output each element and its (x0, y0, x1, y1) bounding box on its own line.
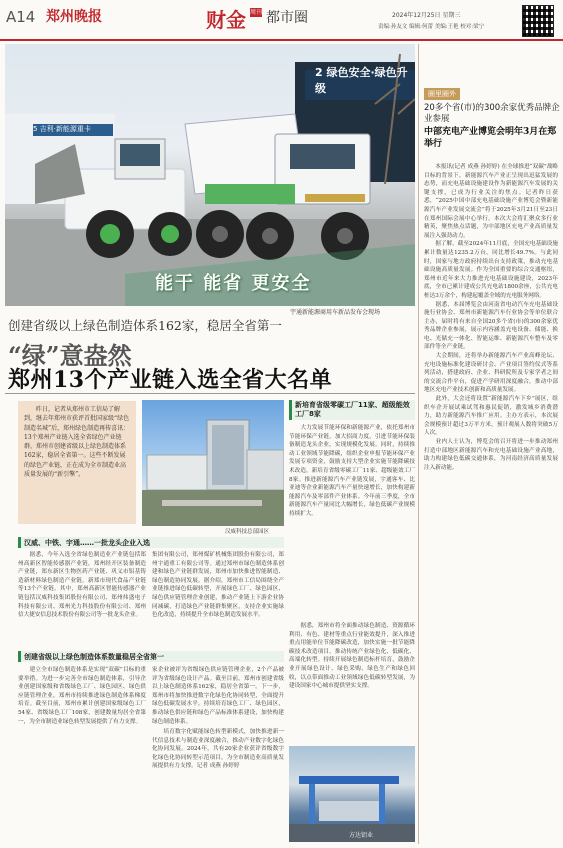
section3-col1: 大力发展节能环保和新能源产业，依托郑州市节能环保产业链，加大招商力度，引进节能环保装备制造龙头企业，实现规模化发展。同时，持续推动工业领域节能降碳，组织企业申报节能环保产业发展专项资金，鼓励支持大型企业实施节能降碳技术改造，新培育省级零碳工厂11家、超级能效工厂8家。推进新能源汽车产业链发展，宇通客车、比亚迪等企业新能源汽车产量快速增长，加快构建新能源汽车及零部件产业体系。今年前三季度，全市新能源汽车产量同比大幅增长，绿色低碳产业规模持续扩大。 (289, 425, 415, 517)
headline-main: 郑州13个产业链入选全省大名单 (8, 367, 333, 393)
sidebar-tag: 圈里圈外 (424, 88, 460, 100)
section1-col2: 集团有限公司，郑州煤矿机械集团股份有限公司，郑州宇通重工有限公司等。通过郑州市绿色制造体系创建和绿色产业链群发展，郑州市加快推进智能制造、绿色制造协同发展。据介绍，郑州市工信局围绕全产业链推进绿色低碳转型，开展绿色工厂、绿色园区、绿色供应链管理企业创建，推动产业链上下游企业协同减碳，打造绿色产业链群集聚区，支持企业实施绿色化改造，持续提升全市绿色制造发展水平。 (152, 552, 284, 619)
section3-col2: 据悉，郑州市将全面推动绿色制造、资源循环利用、有色、建材等重点行业能效提升，深入推进重点用能单位节能降碳改造，加快实施一批节能降碳技术改造项目，推动传统产业绿色化、低碳化、高端化转型。持续开展绿色制造标杆培育，鼓励企业开展绿色设计、绿色采购、绿色生产和绿色回收，以点带面推动工业领域绿色低碳转型发展，为建设国家中心城市提供坚实支撑。 (289, 623, 415, 690)
sidebar-subtitle: 20多个省(市)的300余家优秀品牌企业参展 (424, 103, 560, 124)
header-rule (0, 39, 563, 41)
kicker: 创建省级以上绿色制造体系162家，稳居全省第一 (8, 318, 282, 333)
section-title: 财金 (206, 8, 246, 32)
section2-col3: 培育数字化赋能绿色转型新模式，加快推进新一代信息技术与制造业深度融合，推动产业数字化绿色化协同发展。2024年，共有20家企业获评省级数字化绿色化协同转型示范项目，为全市制造业高质量发展提供有力支撑。记者 成燕 孙婷婷 (152, 729, 284, 770)
photo-caption: 宇通新能源商用车新品发布会现场 (290, 309, 381, 316)
subhead-green-system: 创建省级以上绿色制造体系数量稳居全省第一 (18, 651, 284, 662)
sidebar-divider (418, 44, 419, 844)
photo2-caption: 汉威科技总部园区 (225, 529, 270, 535)
slogan-text: 能干 能省 更安全 (155, 273, 312, 294)
headline-rule (5, 393, 415, 394)
page-number: A14 (6, 8, 36, 26)
factory-photo-caption: 方达铝业 (349, 832, 374, 839)
section-tag: 周刊 (250, 9, 263, 16)
banner-sign: 2 绿色安全·绿色升级 (315, 66, 408, 95)
factory-photo (289, 746, 415, 842)
campus-buildings-illustration (142, 400, 284, 526)
hanwei-campus-photo (142, 400, 284, 526)
subhead-leading-companies: 汉威、中铁、宇通……一批龙头企业入选 (18, 537, 284, 548)
masthead-logo: 郑州晚报 (46, 9, 102, 25)
section2-col1: 建立全市绿色制造体系是实现“双碳”目标的重要举措。为进一步完善全市绿色制造体系，引导企业创建国家级和省级绿色工厂、绿色园区、绿色供应链管理企业，郑州市持续推进绿色制造体系梯度培育。截至目前，郑州市累计创建国家级绿色工厂54家、省级绿色工厂108家，创建数量均居全省第一，为全市制造业绿色转型发展提供了有力支撑。 (18, 667, 146, 725)
factory-machinery-illustration (289, 746, 415, 842)
lead-photo (5, 44, 415, 306)
sidebar-title: 中部充电产业博览会明年3月在郑举行 (424, 127, 557, 149)
editor-credits: 责编:孙友文 编辑:何蕾 美编:王艳 校对:梁宁 (378, 24, 485, 30)
sidebar-body: 本报讯(记者 成燕 孙婷婷) 在全球推进“双碳”战略目标的背景下，新能源汽车产业正呈现出迅猛发展的态势，而充电基础设施建设作为新能源汽车发展的关键支撑，已成为行业关注的焦点。记者昨日获悉，“2025中国中部充电基础设施产业博览会暨新能源汽车产业发展交流会”将于2025年3月21日至23日在郑州国际会展中心举行。本次大会将汇聚众多行业精英，聚焦热点话题，为中部地区充电产业高质量发展注入强劲动力。 据了解，截至2024年11月底，全国充电基础设施累计数量达1235.2万台，同比增长49.7%。与此同时，国家与地方政府持续出台支持政策，推动充电基础设施高质量发展。作为全国重要的综合交通枢纽，郑州市近年来大力推进充电基础设施建设，2023年底，全市已累计建成公共充电站1800余座，公共充电桩达3万余个，构建起覆盖全域的充电服务网络。 据悉，本届博览会由河南省电动汽车充电基础设施行业协会、郑州市新能源汽车行业协会等单位联合主办，届时将有来自全国20多个省(市)的300余家优秀品牌企业参展，展示内容涵盖充电设备、储能、换电、光储充一体化、智能运维、新能源汽车整车及零部件等全产业链。 大会期间，还将举办新能源汽车产业高峰论坛、充电设施标准化建设研讨会、产业项目签约仪式等系列活动，搭建政府、企业、科研院所及专家学者之间的交流合作平台，促进产学研用深度融合，推动中部地区充电产业技术创新和高质量发展。 此外，大会还将设置“新能源汽车下乡”展区，组织车企开展试乘试驾和惠民促销，激发城乡消费潜力，助力新能源汽车推广应用。主办方表示，本次展会规模预计超过3万平方米，预计观展人数将突破5万人次。 业内人士认为，博览会的召开将进一步推动郑州打造中部地区新能源汽车和充电基础设施产业高地，助力构建绿色低碳交通体系，为河南经济高质量发展注入新动能。 (424, 164, 558, 471)
lead-paragraph: 昨日，记者从郑州市工信局了解到，继去年郑州市获评首批国家级“绿色制造名城”后，郑州绿色制造再传喜讯：13个郑州产业链入选全省绿色产业链群，郑州市创建省级以上绿色制造体系162家，稳居全省第一。这些不断发展的绿色产业链，正在成为全市制造业高质量发展的“新引擎”。 (18, 401, 136, 524)
section2-col2: 家企业被评为省级绿色供应链管理企业，2个产品被评为省级绿色设计产品。截至目前，郑州市创建省级以上绿色制造体系162家，稳居全省第一。下一步，郑州市将加快推进数字化绿色化协同转型，全面提升绿色低碳发展水平，持续培育绿色工厂、绿色园区，推动绿色供应链和绿色产品标准体系建设，加快构建绿色制造体系。 (152, 667, 284, 725)
page-header (0, 0, 563, 40)
qr-code-icon[interactable] (522, 5, 554, 37)
headline-sub: “绿”意盎然 (8, 341, 132, 370)
subhead-zero-carbon: 新培育省级零碳工厂11家、超级能效工厂8家 (289, 400, 415, 420)
issue-date: 2024年12月25日 星期三 (392, 12, 461, 19)
section-subtitle: 都市圈 (266, 10, 308, 26)
booth-sign: 5 吉利·新能源重卡 (33, 125, 91, 133)
section1-col1: 据悉，今年入选全省绿色制造业产业链包括郑州高新区智能传感器产业链，郑州经开区装备制造产业链，郑东新区生物医药产业链、巩义市铝基铸造新材料绿色制造产业链，新郑市现代食品产业链等13个产业链。其中，郑州高新区智能传感器产业链包括汉威科技集团股份有限公司、郑州炜盛电子科技有限公司、郑州光力科技股份有限公司、郑州信大捷安信息技术股份有限公司等一批龙头企业。 (18, 552, 146, 619)
